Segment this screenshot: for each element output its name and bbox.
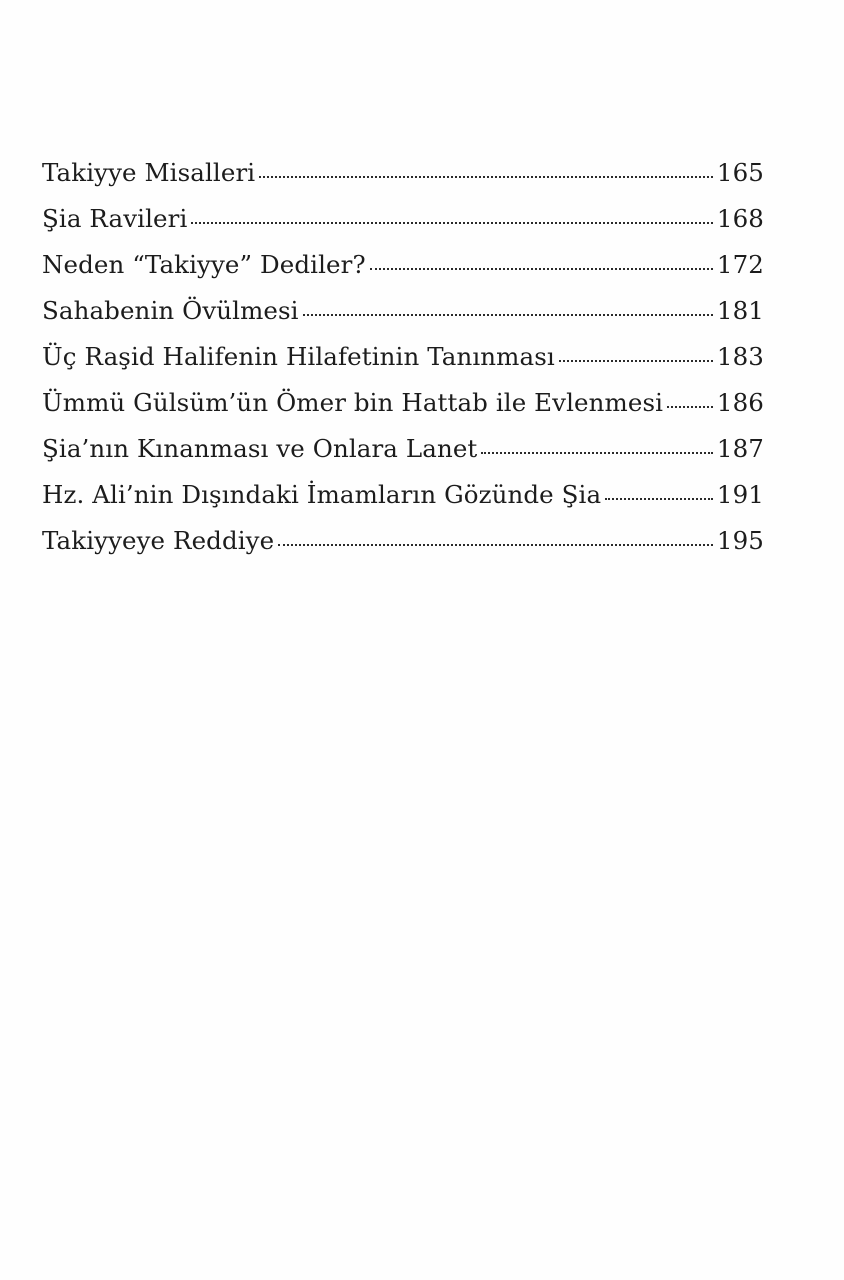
- toc-entry: [42, 434, 764, 480]
- toc-dot-leader: [303, 314, 713, 316]
- toc-entry-title: Şia Ravileri: [42, 204, 188, 233]
- toc-entry-page: 168: [716, 204, 764, 233]
- toc-dot-leader: [191, 222, 713, 224]
- toc-entry: [42, 158, 764, 204]
- toc-entry: [42, 526, 764, 572]
- toc-dot-leader: [667, 406, 713, 408]
- toc-entry: [42, 342, 764, 388]
- toc-entry-title: Hz. Ali’nin Dışındaki İmamların Gözünde Şia: [42, 480, 602, 509]
- toc-dot-leader: [559, 360, 713, 362]
- toc-entry-title: Takiyyeye Reddiye: [42, 526, 275, 555]
- toc-dot-leader: [481, 452, 713, 454]
- toc-dot-leader: [259, 176, 713, 178]
- toc-entry: [42, 250, 764, 296]
- toc-entry-page: 181: [716, 296, 764, 325]
- toc-entry: [42, 388, 764, 434]
- toc-dot-leader: [278, 544, 713, 546]
- toc-dot-leader: [605, 498, 713, 500]
- toc-entry-page: 183: [716, 342, 764, 371]
- toc-entry-title: Şia’nın Kınanması ve Onlara Lanet: [42, 434, 478, 463]
- toc-entry-title: Üç Raşid Halifenin Hilafetinin Tanınması: [42, 342, 555, 371]
- toc-entry-page: 195: [716, 526, 764, 555]
- toc-dot-leader: [370, 268, 713, 270]
- toc-entry: [42, 204, 764, 250]
- toc-entry-title: Ümmü Gülsüm’ün Ömer bin Hattab ile Evlenmesi: [42, 388, 664, 417]
- toc-entry-title: Neden “Takiyye” Dediler?: [42, 250, 366, 279]
- toc-entry-page: 191: [716, 480, 764, 509]
- toc-entry-page: 186: [716, 388, 764, 417]
- toc-entry-title: Sahabenin Övülmesi: [42, 296, 299, 325]
- table-of-contents: [42, 158, 764, 572]
- toc-entry-page: 165: [716, 158, 764, 187]
- toc-entry-page: 187: [716, 434, 764, 463]
- toc-entry-title: Takiyye Misalleri: [42, 158, 256, 187]
- toc-entry: [42, 296, 764, 342]
- toc-entry: [42, 480, 764, 526]
- toc-entry-page: 172: [716, 250, 764, 279]
